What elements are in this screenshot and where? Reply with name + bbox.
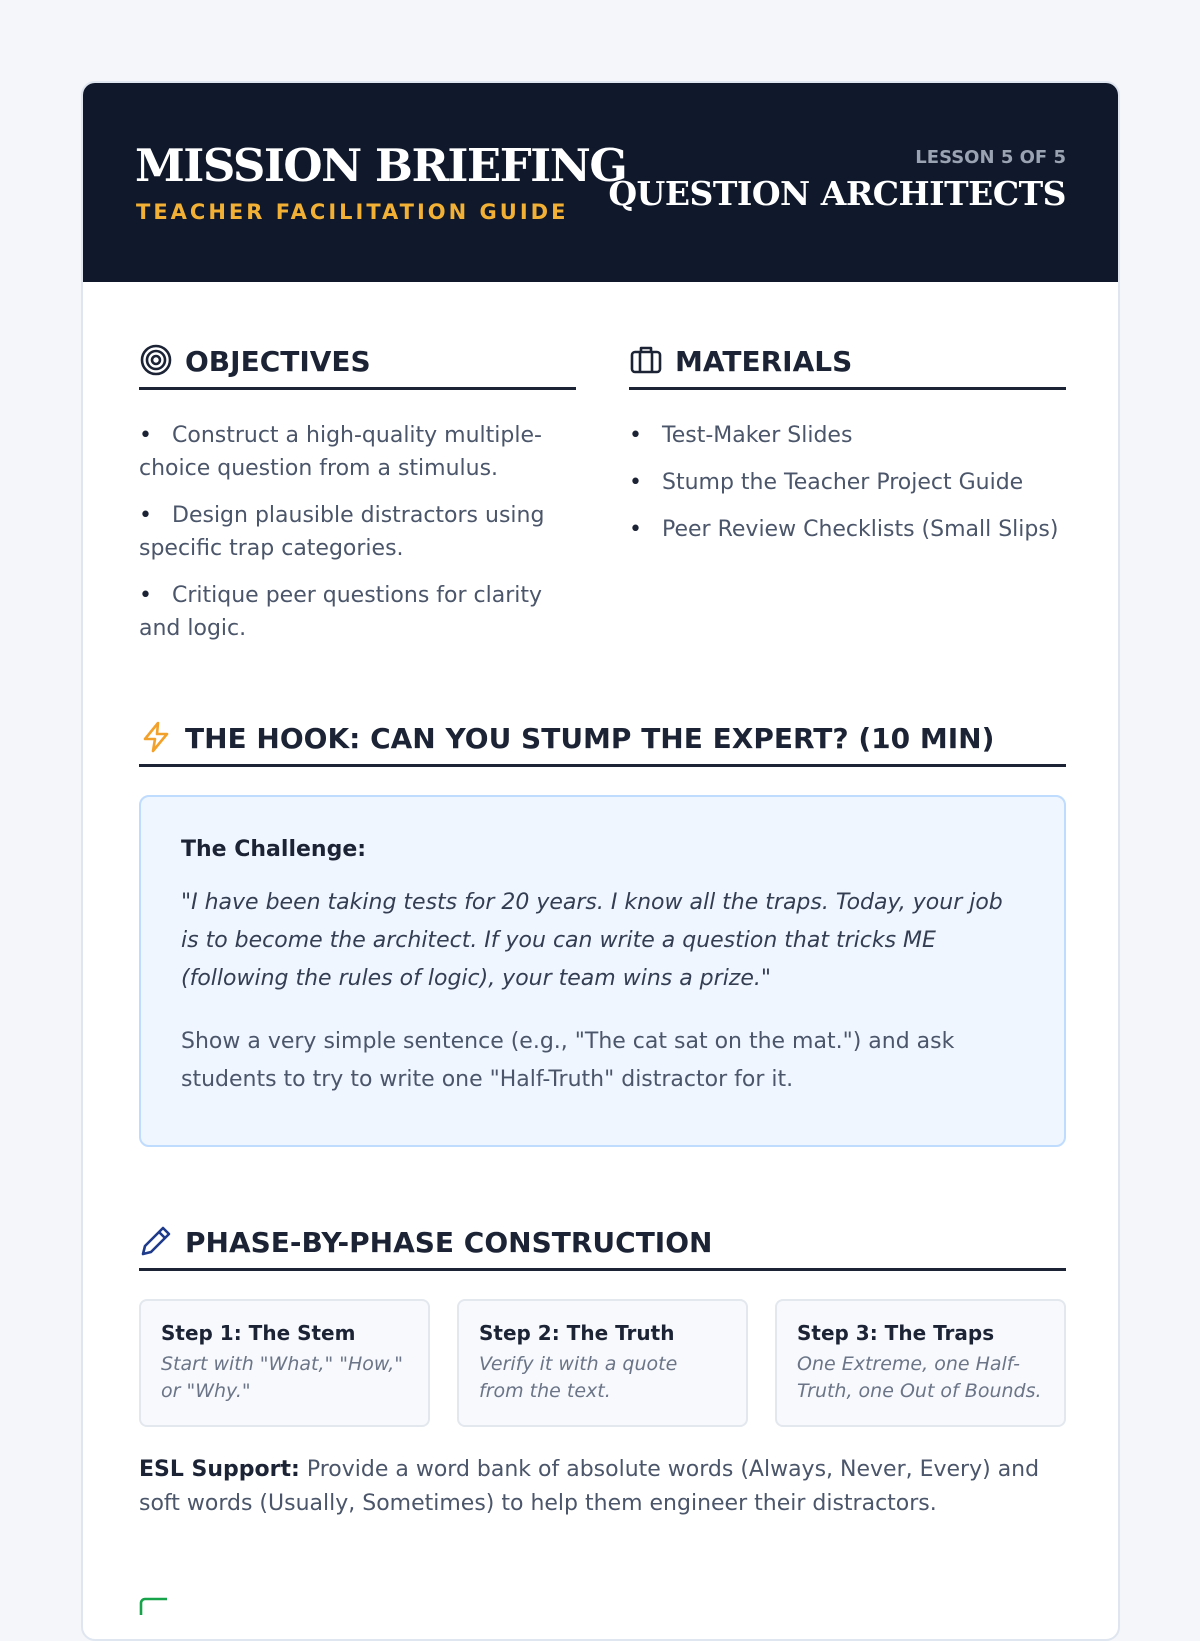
- materials-title: MATERIALS: [675, 345, 853, 378]
- materials-list: [629, 419, 1066, 560]
- step-description: Verify it with a quote from the text.: [479, 1353, 678, 1402]
- list-item: • Critique peer questions for clarity and logic.: [139, 583, 543, 641]
- header-banner: [83, 83, 1118, 282]
- esl-label: ESL Support:: [139, 1457, 300, 1482]
- brand-title: MISSION BRIEFING: [135, 139, 627, 192]
- list-item: • Stump the Teacher Project Guide: [629, 470, 1024, 495]
- challenge-instructions: Show a very simple sentence (e.g., "The cat sat on the mat.") and ask students to try to write one "Half-Truth" distractor for it.: [181, 1029, 955, 1092]
- step-card: [457, 1299, 748, 1427]
- step-description: One Extreme, one Half-Truth, one Out of Bounds.: [797, 1353, 1042, 1402]
- objectives-title: OBJECTIVES: [185, 345, 371, 378]
- list-item: • Construct a high-quality multiple-choice question from a stimulus.: [139, 423, 542, 481]
- lesson-card: [81, 81, 1120, 1641]
- esl-support-note: [139, 1453, 1066, 1521]
- challenge-quote: "I have been taking tests for 20 years. I know all the traps. Today, your job is to become the architect. If you can write a question that tricks ME (following the rules of logic), your team wins a prize.": [181, 890, 1003, 991]
- list-item: • Design plausible distractors using specific trap categories.: [139, 503, 545, 561]
- briefcase-icon: [629, 343, 663, 377]
- step-card: [139, 1299, 430, 1427]
- lightning-icon: [139, 720, 173, 754]
- challenge-label: The Challenge:: [181, 837, 367, 862]
- lesson-title: QUESTION ARCHITECTS: [608, 174, 1066, 213]
- hook-title: THE HOOK: CAN YOU STUMP THE EXPERT? (10 MIN): [185, 722, 995, 755]
- hook-heading: [139, 715, 1066, 767]
- target-icon: [139, 343, 173, 377]
- phases-title: PHASE-BY-PHASE CONSTRUCTION: [185, 1226, 713, 1259]
- step-description: Start with "What," "How," or "Why.": [161, 1353, 404, 1402]
- brand-subtitle: TEACHER FACILITATION GUIDE: [136, 200, 569, 224]
- objectives-list: [139, 419, 576, 659]
- phases-heading: [139, 1219, 1066, 1271]
- pencil-icon: [139, 1224, 173, 1258]
- objectives-heading: [139, 338, 576, 390]
- list-item: • Test-Maker Slides: [629, 423, 853, 448]
- lesson-count: LESSON 5 OF 5: [915, 147, 1066, 168]
- step-card: [775, 1299, 1066, 1427]
- challenge-box: [139, 795, 1066, 1147]
- step-title: Step 2: The Truth: [479, 1321, 675, 1345]
- steps-row: [139, 1299, 1066, 1427]
- esl-text: Provide a word bank of absolute words (Always, Never, Every) and soft words (Usually, Sometimes) to help them engineer their distractors.: [139, 1457, 1040, 1516]
- step-title: Step 1: The Stem: [161, 1321, 356, 1345]
- next-section-icon: [139, 1595, 179, 1615]
- step-title: Step 3: The Traps: [797, 1321, 995, 1345]
- materials-heading: [629, 338, 1066, 390]
- list-item: • Peer Review Checklists (Small Slips): [629, 517, 1059, 542]
